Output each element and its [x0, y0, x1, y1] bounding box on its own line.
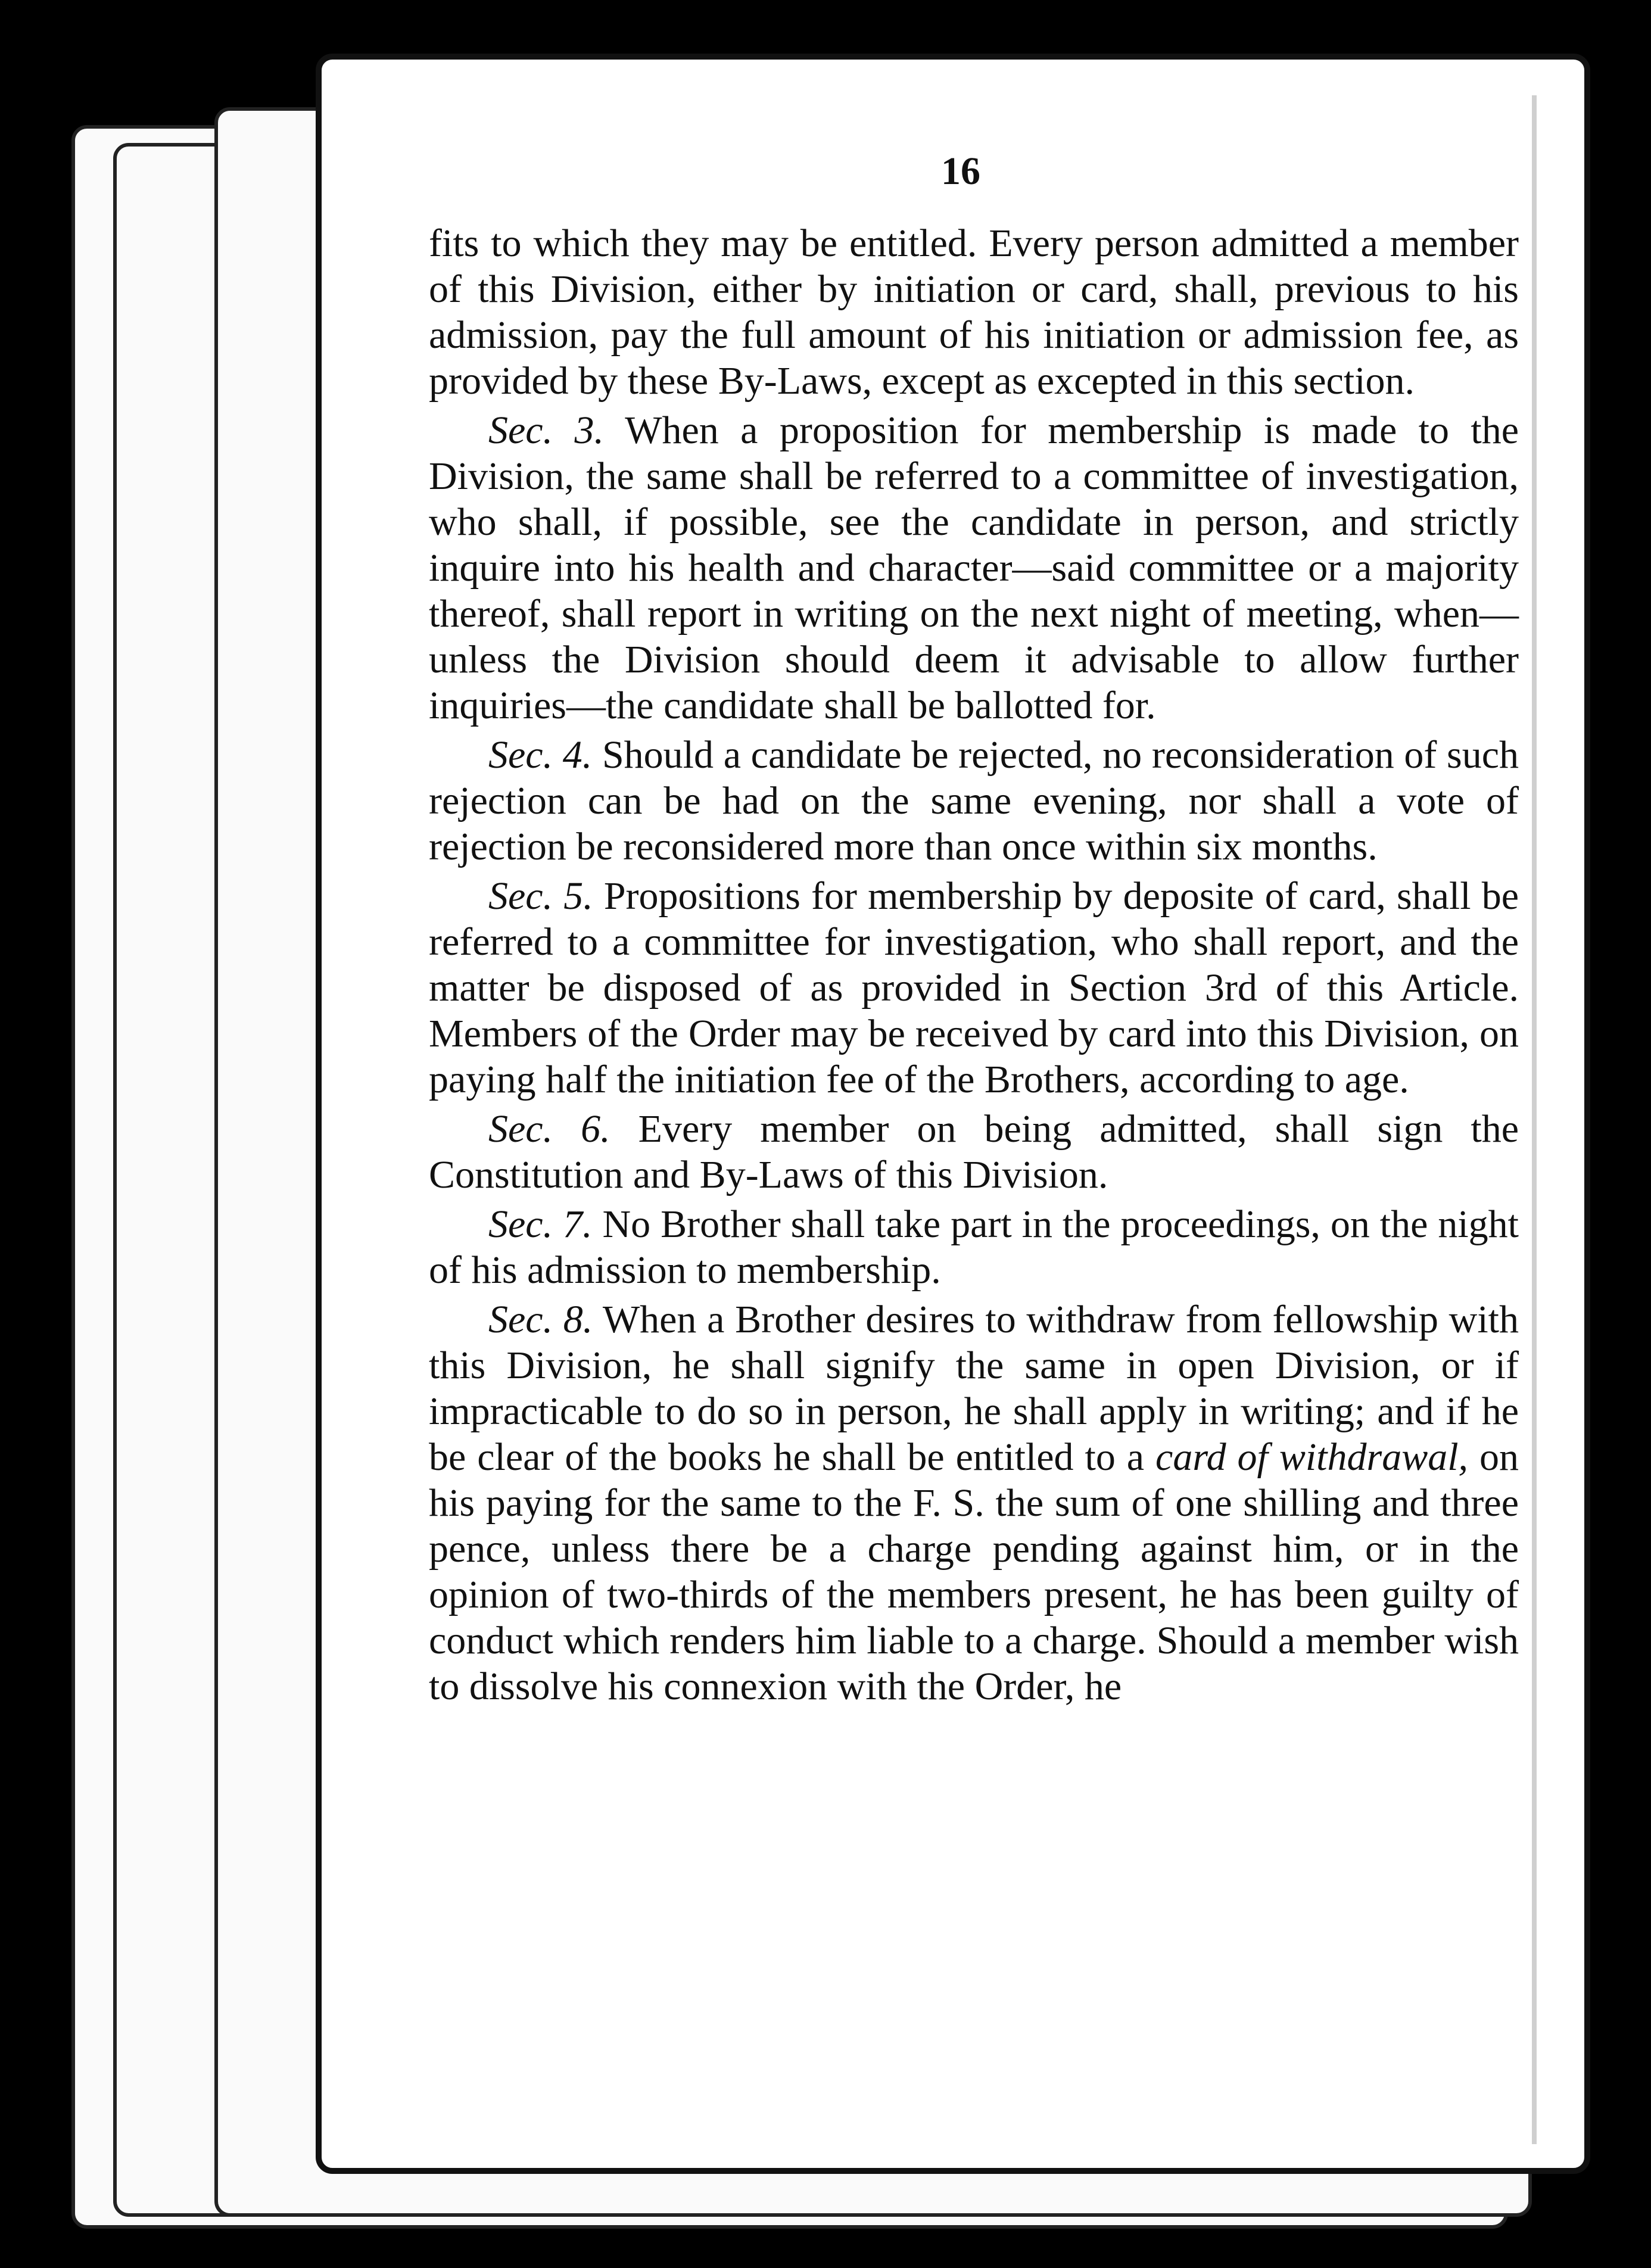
- paragraph-text: Should a candidate be rejected, no reconsideration of such rejection can be had on the same evening, nor shall a vote of rejection be reconsidered more than once within six months.: [429, 733, 1519, 868]
- section-paragraph: [429, 1106, 1519, 1198]
- paragraph-text: Propositions for membership by deposite of card, shall be referred to a committee for investigation, who shall report, and the matter be disposed of as provided in Section 3rd of this Article. Members of the Order may be received by card into this Division, on paying half the initiation fee of the Brothers, according to age.: [429, 874, 1519, 1101]
- body-text: [429, 220, 1519, 1713]
- continued-paragraph: [429, 220, 1519, 404]
- paragraph-text: on his paying for the same to the F. S. the sum of one shilling and three pence, unless there be a charge pending against him, or in the opinion of two-thirds of the members present, he has been guilty of conduct which renders him liable to a charge. Should a member wish to dissolve his connexion with the Order, he: [429, 1435, 1519, 1708]
- section-label: Sec. 7.: [488, 1202, 593, 1246]
- italic-text: card of withdrawal,: [1155, 1435, 1469, 1479]
- section-label: Sec. 5.: [488, 874, 593, 918]
- section-label: Sec. 6.: [488, 1107, 610, 1151]
- section-paragraph: [429, 407, 1519, 728]
- paragraph-text: fits to which they may be entitled. Every person admitted a member of this Division, either by initiation or card, shall, previous to his admission, pay the full amount of his initiation or admission fee, as provided by these By-Laws, except as excepted in this section.: [429, 222, 1519, 403]
- section-label: Sec. 4.: [488, 733, 593, 777]
- section-paragraph: [429, 1297, 1519, 1709]
- paragraph-text: No Brother shall take part in the proceedings, on the night of his admission to membership.: [429, 1202, 1519, 1292]
- section-label: Sec. 3.: [488, 409, 604, 452]
- section-label: Sec. 8.: [488, 1298, 593, 1341]
- page-number: 16: [941, 149, 980, 193]
- paragraph-text: When a Brother desires to withdraw from fellowship with this Division, he shall signify the same in open Division, or if impracticable to do so in person, he shall apply in writing; and if he be clear of the books he shall be entitled to a: [429, 1298, 1519, 1479]
- paragraph-text: Every member on being admitted, shall sign the Constitution and By-Laws of this Division.: [429, 1107, 1519, 1197]
- section-paragraph: [429, 1201, 1519, 1293]
- section-paragraph: [429, 873, 1519, 1102]
- document-page: [316, 54, 1590, 2174]
- section-paragraph: [429, 732, 1519, 870]
- paragraph-text: When a proposition for membership is made to the Division, the same shall be referred to a committee of investigation, who shall, if possible, see the candidate in person, and strictly inquire into his health and character—said committee or a majority thereof, shall report in writing on the next night of meeting, when—unless the Division should deem it advisable to allow further inquiries—the candidate shall be ballotted for.: [429, 409, 1519, 727]
- page-gutter-shadow: [1532, 95, 1537, 2144]
